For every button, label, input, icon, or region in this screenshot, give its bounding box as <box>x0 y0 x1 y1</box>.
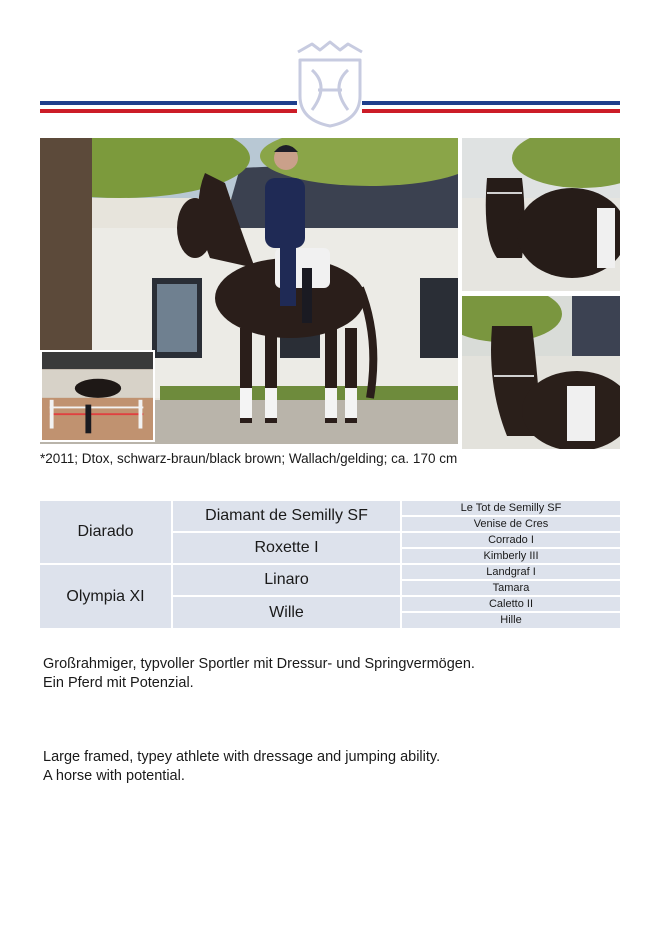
crest-logo-icon <box>290 38 370 130</box>
pedigree-sire: Diarado <box>40 501 171 563</box>
head-photo-bottom <box>462 296 620 449</box>
pedigree-ggen-7: Caletto II <box>402 597 620 611</box>
header-stripe-blue-right <box>362 101 620 105</box>
description-english-line-2: A horse with potential. <box>43 768 185 784</box>
pedigree-table <box>40 501 620 628</box>
pedigree-ggen-4: Kimberly III <box>402 549 620 563</box>
header-stripe-red-right <box>362 109 620 113</box>
pedigree-ggen-3: Corrado I <box>402 533 620 547</box>
pedigree-ggen-1: Le Tot de Semilly SF <box>402 501 620 515</box>
description-german-line-1: Großrahmiger, typvoller Sportler mit Dressur- und Springvermögen. <box>43 656 475 672</box>
header-stripe-blue-left <box>40 101 297 105</box>
pedigree-dam-sire: Linaro <box>173 565 400 595</box>
description-english-line-1: Large framed, typey athlete with dressage and jumping ability. <box>43 749 441 765</box>
pedigree-dam-dam: Wille <box>173 597 400 628</box>
pedigree-sire-sire: Diamant de Semilly SF <box>173 501 400 531</box>
pedigree-ggen-2: Venise de Cres <box>402 517 620 531</box>
head-photo-top <box>462 138 620 291</box>
pedigree-ggen-8: Hille <box>402 613 620 628</box>
description-english <box>43 748 440 786</box>
horse-caption: *2011; Dtox, schwarz-braun/black brown; Wallach/gelding; ca. 170 cm <box>40 451 458 466</box>
pedigree-sire-dam: Roxette I <box>173 533 400 563</box>
pedigree-dam: Olympia XI <box>40 565 171 628</box>
inset-jumping-photo <box>40 350 155 442</box>
header-stripe-red-left <box>40 109 297 113</box>
pedigree-ggen-6: Tamara <box>402 581 620 595</box>
pedigree-ggen-5: Landgraf I <box>402 565 620 579</box>
description-german-line-2: Ein Pferd mit Potenzial. <box>43 675 194 691</box>
description-german <box>43 655 475 693</box>
header <box>0 0 660 135</box>
